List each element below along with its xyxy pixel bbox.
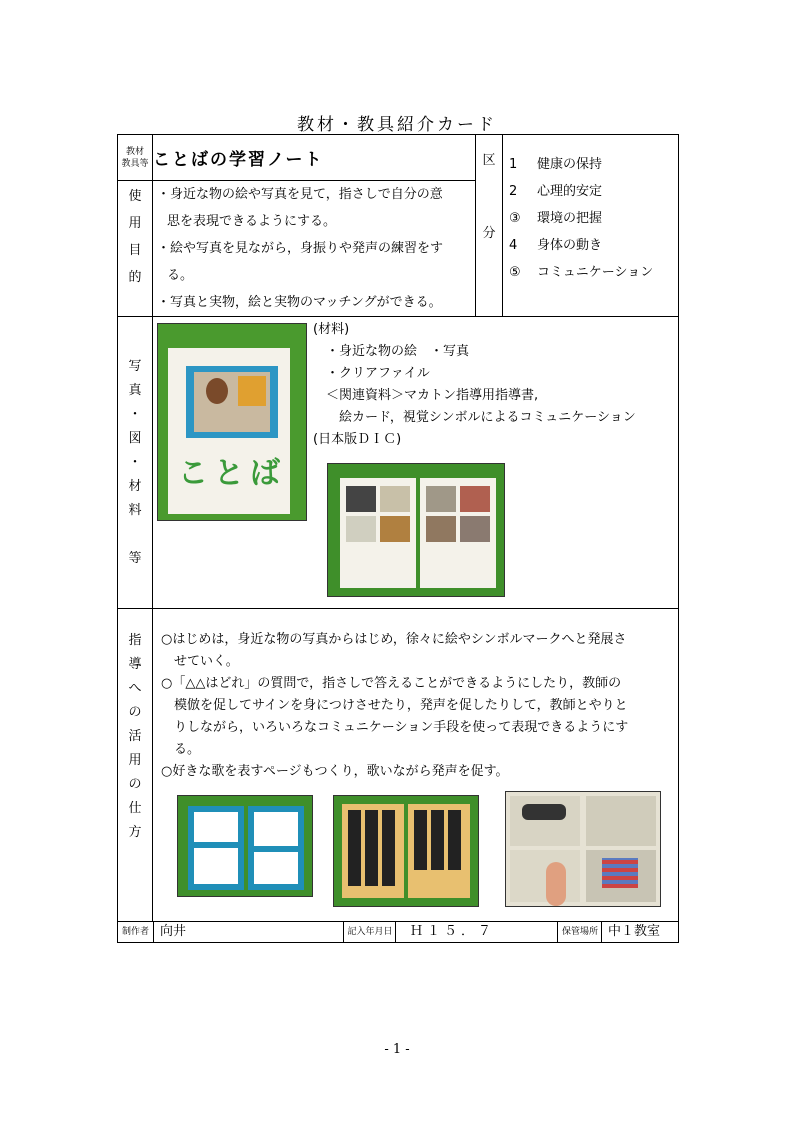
material-name: ことばの学習ノート [153,135,476,181]
purpose-label: 使 用 目 的 [118,181,153,317]
page-number: - 1 - [384,1042,410,1057]
page-title: 教材・教具紹介カード [297,115,497,135]
purpose-text: ・身近な物の絵や写真を見て，指さしで自分の意 思を表現できるようにする。 ・絵や写真を見ながら，身振りや発声の練習をす る。 ・写真と実物，絵と実物のマッチングができる。 [153,181,476,317]
maker-value: 向井 [153,922,350,942]
symbol-cards-photo [333,795,479,907]
date-value: Ｈ１５．７ [395,922,572,942]
name-label: 教材 教具等 [118,135,153,181]
materials-label: 写 真 ・ 図 ・ 材 料 等 [118,317,153,609]
area-item: ⑤ コミュニケーション [509,265,654,280]
pointing-photo [505,791,661,907]
usage-cell [153,609,679,922]
materials-cell [153,317,679,609]
area-item: ③ 環境の把握 [509,211,603,226]
place-label: 保管場所 [557,922,602,942]
picture-cards-photo [177,795,313,897]
maker-label: 制作者 [121,927,149,937]
area-label: 区 分 [476,135,503,317]
area-list [503,135,679,317]
footer-row [118,922,679,943]
open-notebook-photo [327,463,505,597]
date-label: 記入年月日 [343,922,396,942]
notebook-photo [157,323,307,521]
materials-text: (材料) ・身近な物の絵 ・写真 ・クリアファイル ＜関連資料＞マカトン指導用指導書, 絵カード，視覚シンボルによるコミュニケーション (日本版ＤＩＣ) [313,322,636,447]
material-card [117,134,679,943]
area-item: 1 健康の保持 [509,157,603,172]
usage-text: ○はじめは，身近な物の写真からはじめ，徐々に絵やシンボルマークへと発展さ せていく。 ○「△△はどれ」の質問で，指さしで答えることができるようにしたり，教師の 模倣を促してサインを身につけさせたり，発声を促したりして，教師とやりと りしながら，いろいろなコミュニケーション手段を使って表現できるようにす る。 ○好きな歌を表すページもつくり，歌いながら発声を促す。 [161,632,629,779]
place-value: 中１教室 [601,922,686,942]
notebook-cover-text: ことば [178,456,286,491]
area-item: 4 身体の動き [509,238,603,253]
area-item: 2 心理的安定 [509,184,603,199]
usage-label: 指 導 へ の 活 用 の 仕 方 [118,609,153,922]
